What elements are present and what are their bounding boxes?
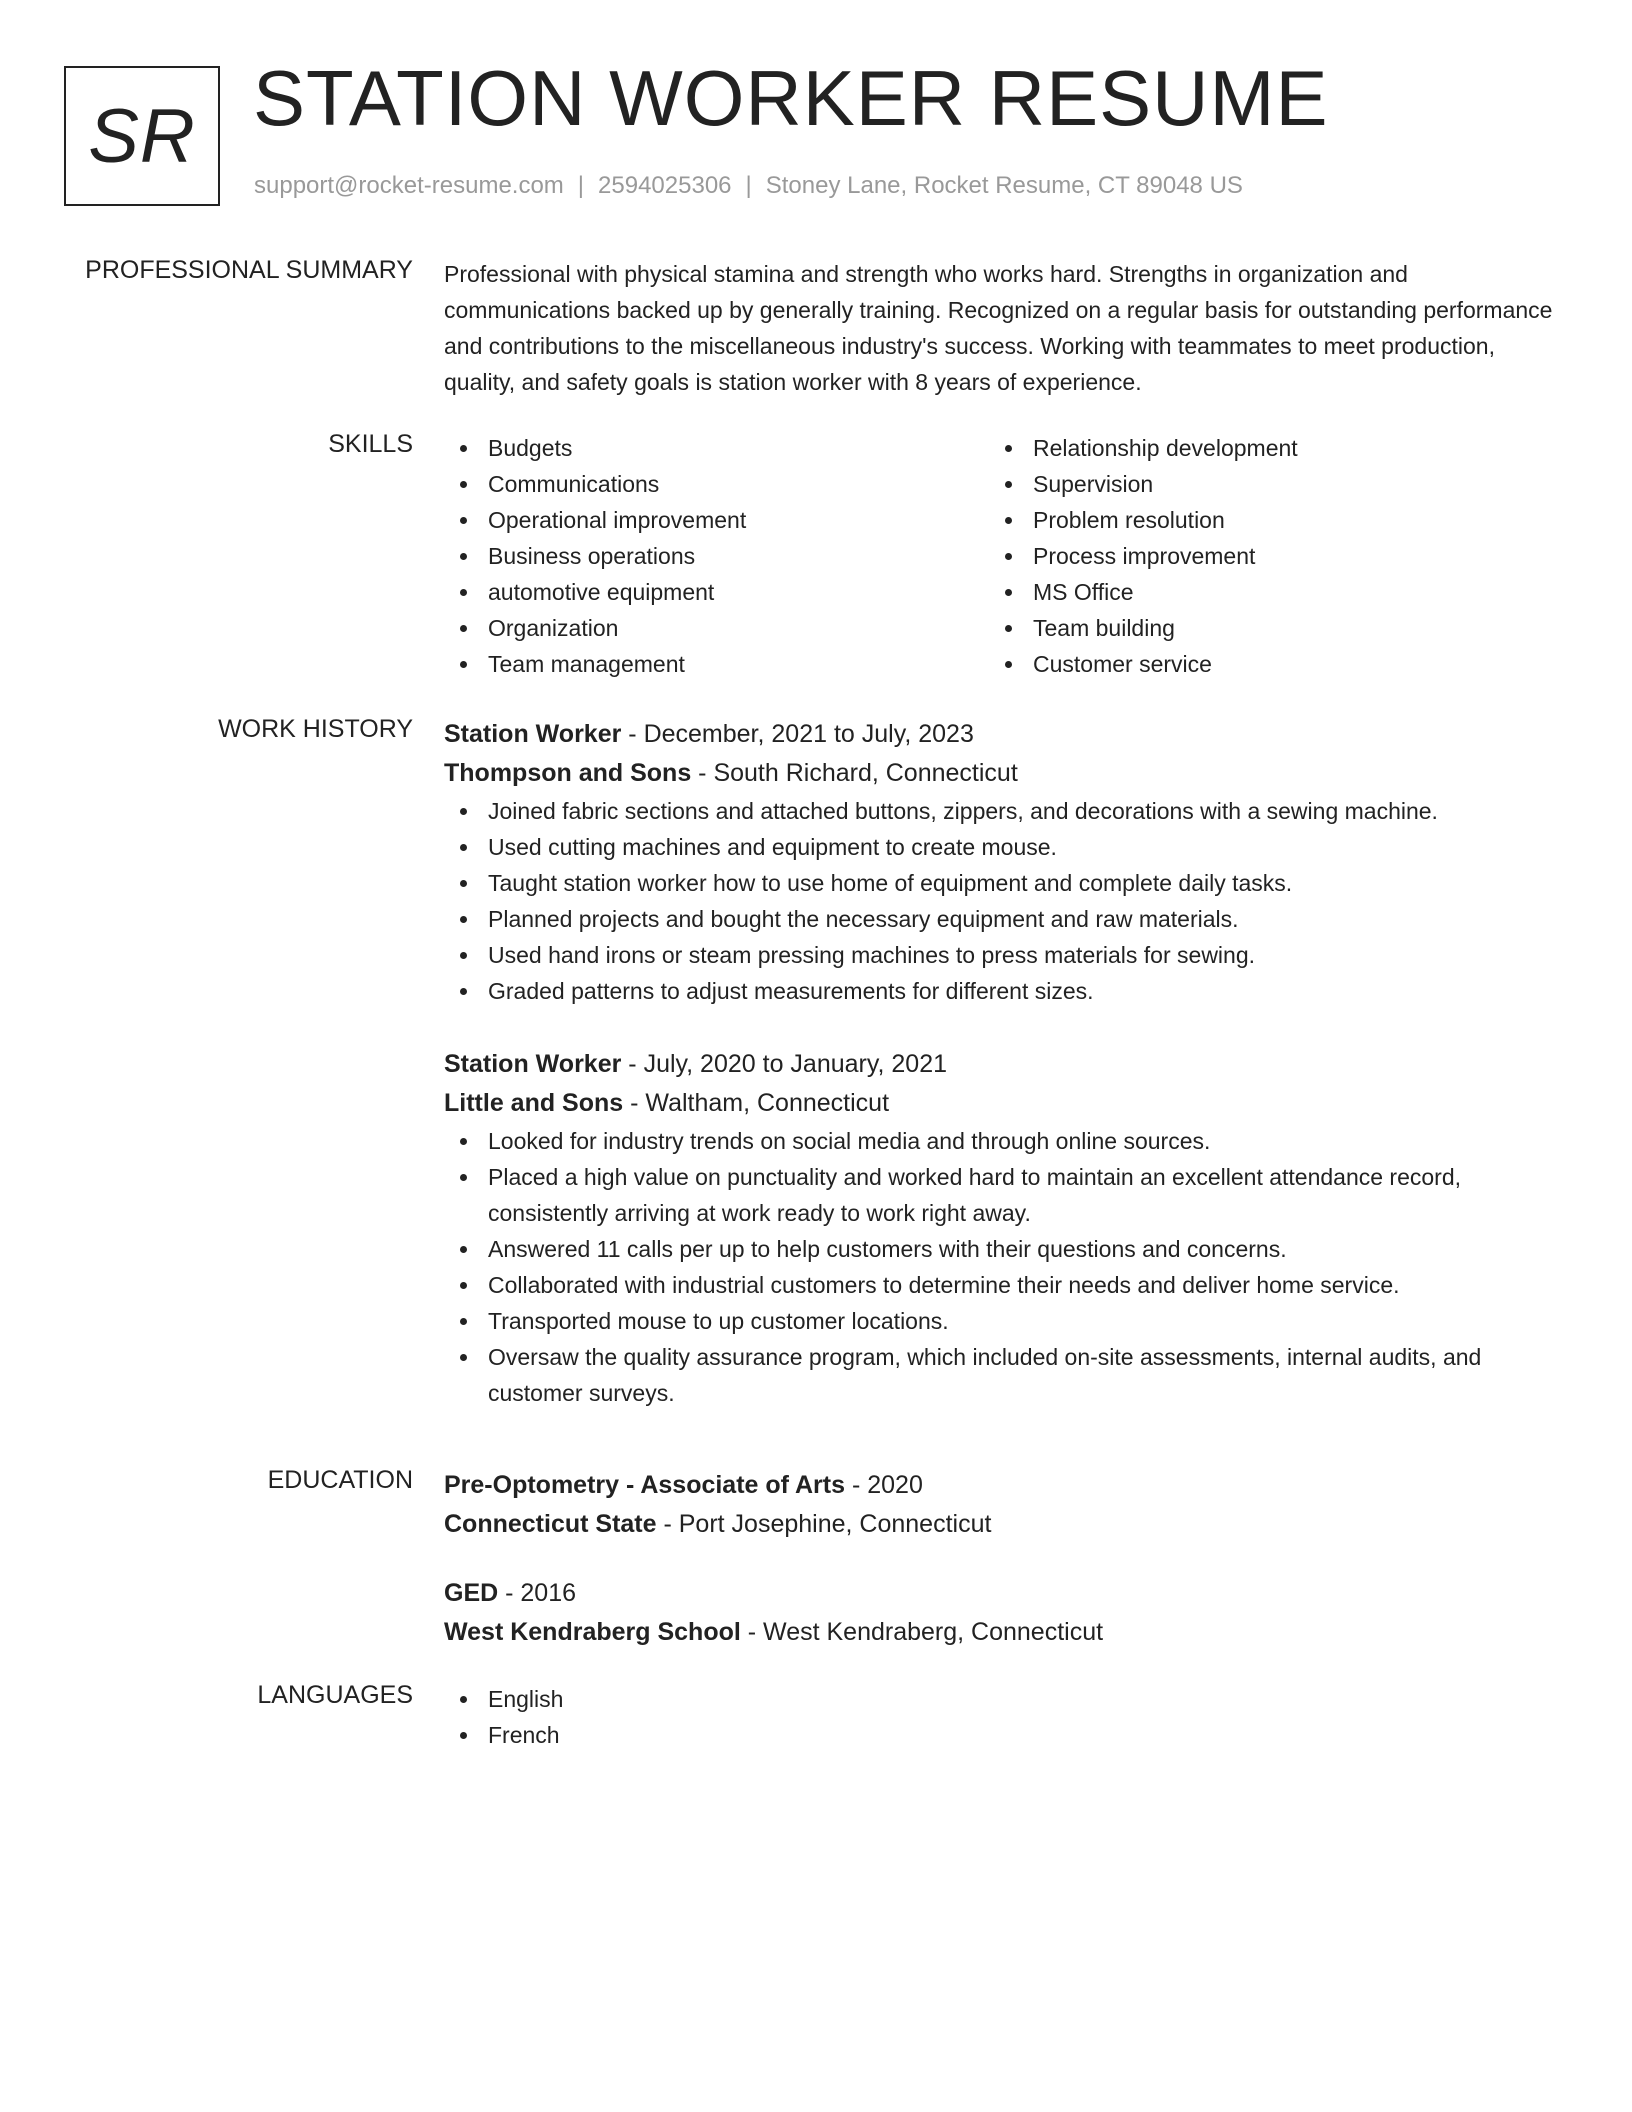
skills-grid <box>444 430 1554 682</box>
summary-content <box>444 256 1554 400</box>
section-label-work-history: WORK HISTORY <box>218 715 413 743</box>
skill-item: Problem resolution <box>989 502 1534 538</box>
skills-list-right <box>989 430 1534 682</box>
job-duty-item: Answered 11 calls per up to help customers with their questions and concerns. <box>444 1231 1554 1267</box>
section-label-summary: PROFESSIONAL SUMMARY <box>85 256 413 284</box>
contact-email[interactable]: support@rocket-resume.com <box>254 172 564 199</box>
school-line: West Kendraberg School - West Kendraberg, Connecticut <box>444 1618 1104 1646</box>
job-duty-item: Graded patterns to adjust measurements for different sizes. <box>444 973 1554 1009</box>
skill-item: Organization <box>444 610 989 646</box>
job-dates: December, 2021 to July, 2023 <box>643 720 974 748</box>
school-location: West Kendraberg, Connecticut <box>763 1618 1104 1646</box>
school-name: West Kendraberg School <box>444 1618 741 1646</box>
summary-text: Professional with physical stamina and strength who works hard. Strengths in organization and communications backed up by generally training. Recognized on a regular basis for outstanding performance and contributions to the miscellaneous industry's success. Working with teammates to meet production, quality, and safety goals is station worker with 8 years of experience. <box>444 261 1553 395</box>
language-item: English <box>444 1681 1554 1717</box>
contact-separator: | <box>577 172 585 199</box>
degree-line: GED - 2016 <box>444 1579 577 1607</box>
education-entry <box>444 1574 1554 1652</box>
contact-line <box>254 172 1243 200</box>
skill-item: automotive equipment <box>444 574 989 610</box>
job-location: South Richard, Connecticut <box>713 759 1018 787</box>
skill-item: Team management <box>444 646 989 682</box>
job-company-line: Thompson and Sons - South Richard, Connecticut <box>444 759 1018 787</box>
skill-item: Business operations <box>444 538 989 574</box>
job-entry <box>444 1045 1554 1411</box>
skills-content <box>444 430 1554 682</box>
skill-item: MS Office <box>989 574 1534 610</box>
languages-list <box>444 1681 1554 1753</box>
school-name: Connecticut State <box>444 1510 657 1538</box>
degree-year: 2016 <box>520 1579 577 1607</box>
resume-title: STATION WORKER RESUME <box>253 54 1329 142</box>
monogram-logo: SR <box>64 66 220 206</box>
job-company: Little and Sons <box>444 1089 624 1117</box>
job-title-line: Station Worker - December, 2021 to July, 2023 <box>444 720 974 748</box>
job-entry <box>444 715 1554 1009</box>
languages-content <box>444 1681 1554 1753</box>
job-title: Station Worker <box>444 1050 622 1078</box>
skill-item: Customer service <box>989 646 1534 682</box>
school-location: Port Josephine, Connecticut <box>678 1510 992 1538</box>
job-duty-item: Transported mouse to up customer locations. <box>444 1303 1554 1339</box>
skill-item: Supervision <box>989 466 1534 502</box>
job-duty-item: Planned projects and bought the necessary equipment and raw materials. <box>444 901 1554 937</box>
job-duty-item: Used cutting machines and equipment to create mouse. <box>444 829 1554 865</box>
job-duty-item: Collaborated with industrial customers to determine their needs and deliver home service. <box>444 1267 1554 1303</box>
skill-item: Team building <box>989 610 1534 646</box>
job-duties-list <box>444 793 1554 1009</box>
skills-list-left <box>444 430 989 682</box>
job-company-line: Little and Sons - Waltham, Connecticut <box>444 1089 890 1117</box>
job-duty-item: Placed a high value on punctuality and worked hard to maintain an excellent attendance record, consistently arriving at work ready to work right away. <box>444 1159 1554 1231</box>
job-duty-item: Used hand irons or steam pressing machines to press materials for sewing. <box>444 937 1554 973</box>
skill-item: Process improvement <box>989 538 1534 574</box>
work-history-content <box>444 715 1554 1411</box>
job-title-line: Station Worker - July, 2020 to January, 2021 <box>444 1050 948 1078</box>
job-company: Thompson and Sons <box>444 759 692 787</box>
degree-line: Pre-Optometry - Associate of Arts - 2020 <box>444 1471 923 1499</box>
skill-item: Budgets <box>444 430 989 466</box>
contact-separator: | <box>745 172 752 199</box>
education-entry <box>444 1466 1554 1544</box>
education-content <box>444 1466 1554 1652</box>
job-duty-item: Oversaw the quality assurance program, which included on-site assessments, internal audits, and customer surveys. <box>444 1339 1554 1411</box>
section-label-education: EDUCATION <box>267 1466 413 1494</box>
skill-item: Operational improvement <box>444 502 989 538</box>
job-title: Station Worker <box>444 720 622 748</box>
job-dates: July, 2020 to January, 2021 <box>643 1050 948 1078</box>
contact-address: Stoney Lane, Rocket Resume, CT 89048 US <box>765 172 1243 199</box>
degree-year: 2020 <box>867 1471 923 1499</box>
skill-item: Relationship development <box>989 430 1534 466</box>
school-line: Connecticut State - Port Josephine, Connecticut <box>444 1510 992 1538</box>
contact-phone[interactable]: 2594025306 <box>598 172 732 199</box>
skill-item: Communications <box>444 466 989 502</box>
section-label-skills: SKILLS <box>328 430 413 458</box>
language-item: French <box>444 1717 1554 1753</box>
job-duties-list <box>444 1123 1554 1411</box>
job-duty-item: Taught station worker how to use home of equipment and complete daily tasks. <box>444 865 1554 901</box>
job-duty-item: Looked for industry trends on social media and through online sources. <box>444 1123 1554 1159</box>
job-duty-item: Joined fabric sections and attached buttons, zippers, and decorations with a sewing machine. <box>444 793 1554 829</box>
job-location: Waltham, Connecticut <box>645 1089 890 1117</box>
section-label-languages: LANGUAGES <box>257 1681 413 1709</box>
degree-name: GED <box>444 1579 499 1607</box>
degree-name: Pre-Optometry - Associate of Arts <box>444 1471 846 1499</box>
